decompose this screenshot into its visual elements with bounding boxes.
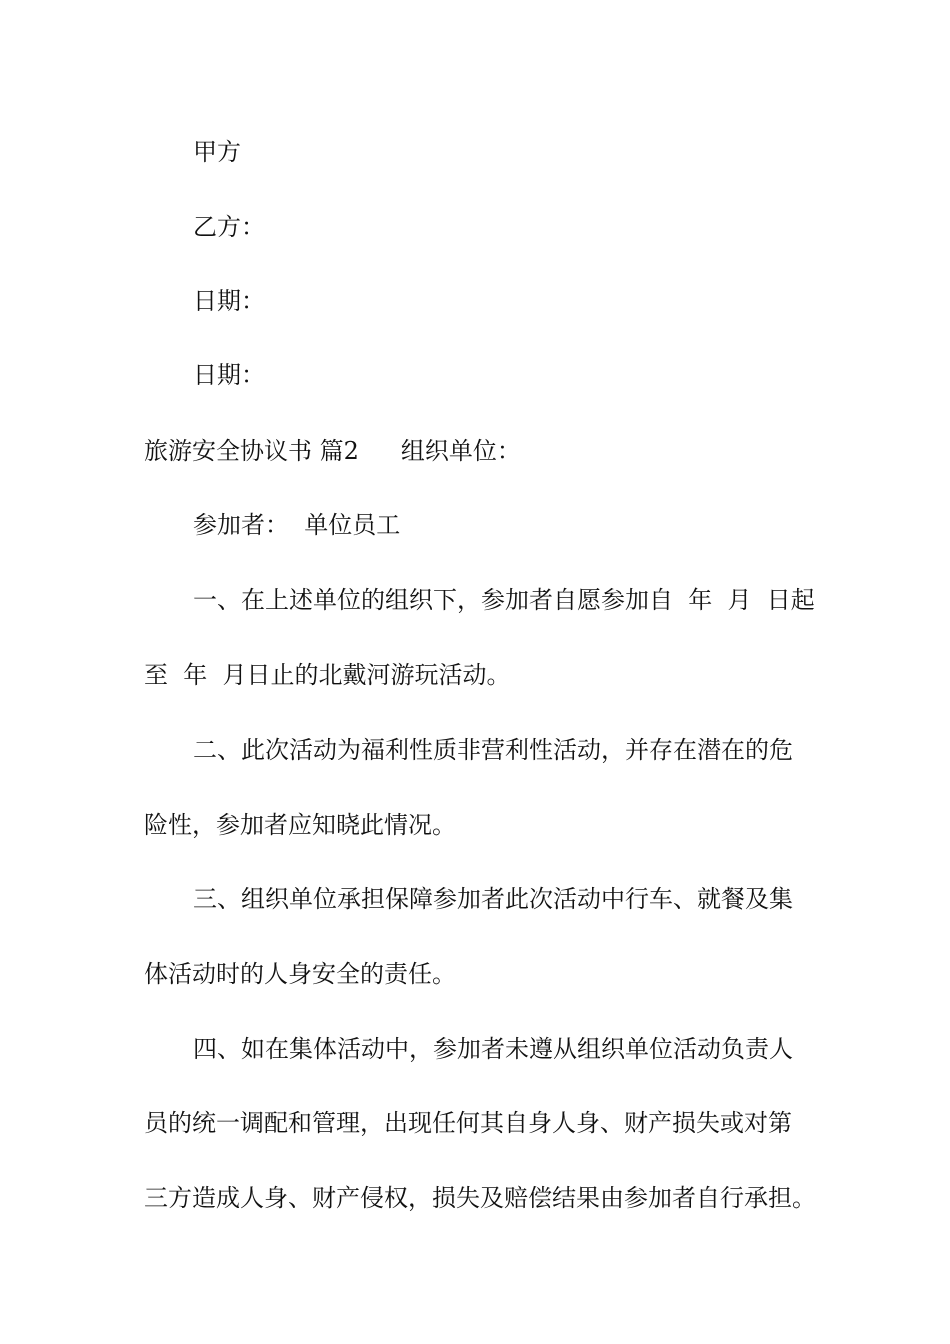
participant-line: 参加者： 单位员工 bbox=[193, 511, 401, 539]
party-a-label: 甲方 bbox=[193, 138, 241, 166]
heading-line bbox=[144, 436, 521, 466]
paragraph-4-line-2: 员的统一调配和管理，出现任何其自身人身、财产损失或对第 bbox=[144, 1109, 792, 1137]
paragraph-3-line-1: 三、组织单位承担保障参加者此次活动中行车、就餐及集 bbox=[193, 885, 793, 913]
paragraph-2-line-1: 二、此次活动为福利性质非营利性活动，并存在潜在的危 bbox=[193, 736, 793, 764]
paragraph-4-line-1: 四、如在集体活动中，参加者未遵从组织单位活动负责人 bbox=[193, 1035, 793, 1063]
document-title: 旅游安全协议书 篇2 bbox=[144, 437, 359, 465]
paragraph-1-line-2: 至 年 月日止的北戴河游玩活动。 bbox=[144, 661, 511, 689]
paragraph-3-line-2: 体活动时的人身安全的责任。 bbox=[144, 960, 456, 988]
paragraph-1-line-1: 一、在上述单位的组织下，参加者自愿参加自 年 月 日起 bbox=[193, 586, 815, 614]
organizer-label: 组织单位： bbox=[400, 437, 521, 465]
date-label-1: 日期： bbox=[193, 287, 265, 315]
party-b-label: 乙方： bbox=[193, 213, 265, 241]
paragraph-4-line-3: 三方造成人身、财产侵权，损失及赔偿结果由参加者自行承担。 bbox=[144, 1184, 816, 1212]
date-label-2: 日期： bbox=[193, 361, 265, 389]
paragraph-2-line-2: 险性，参加者应知晓此情况。 bbox=[144, 811, 456, 839]
